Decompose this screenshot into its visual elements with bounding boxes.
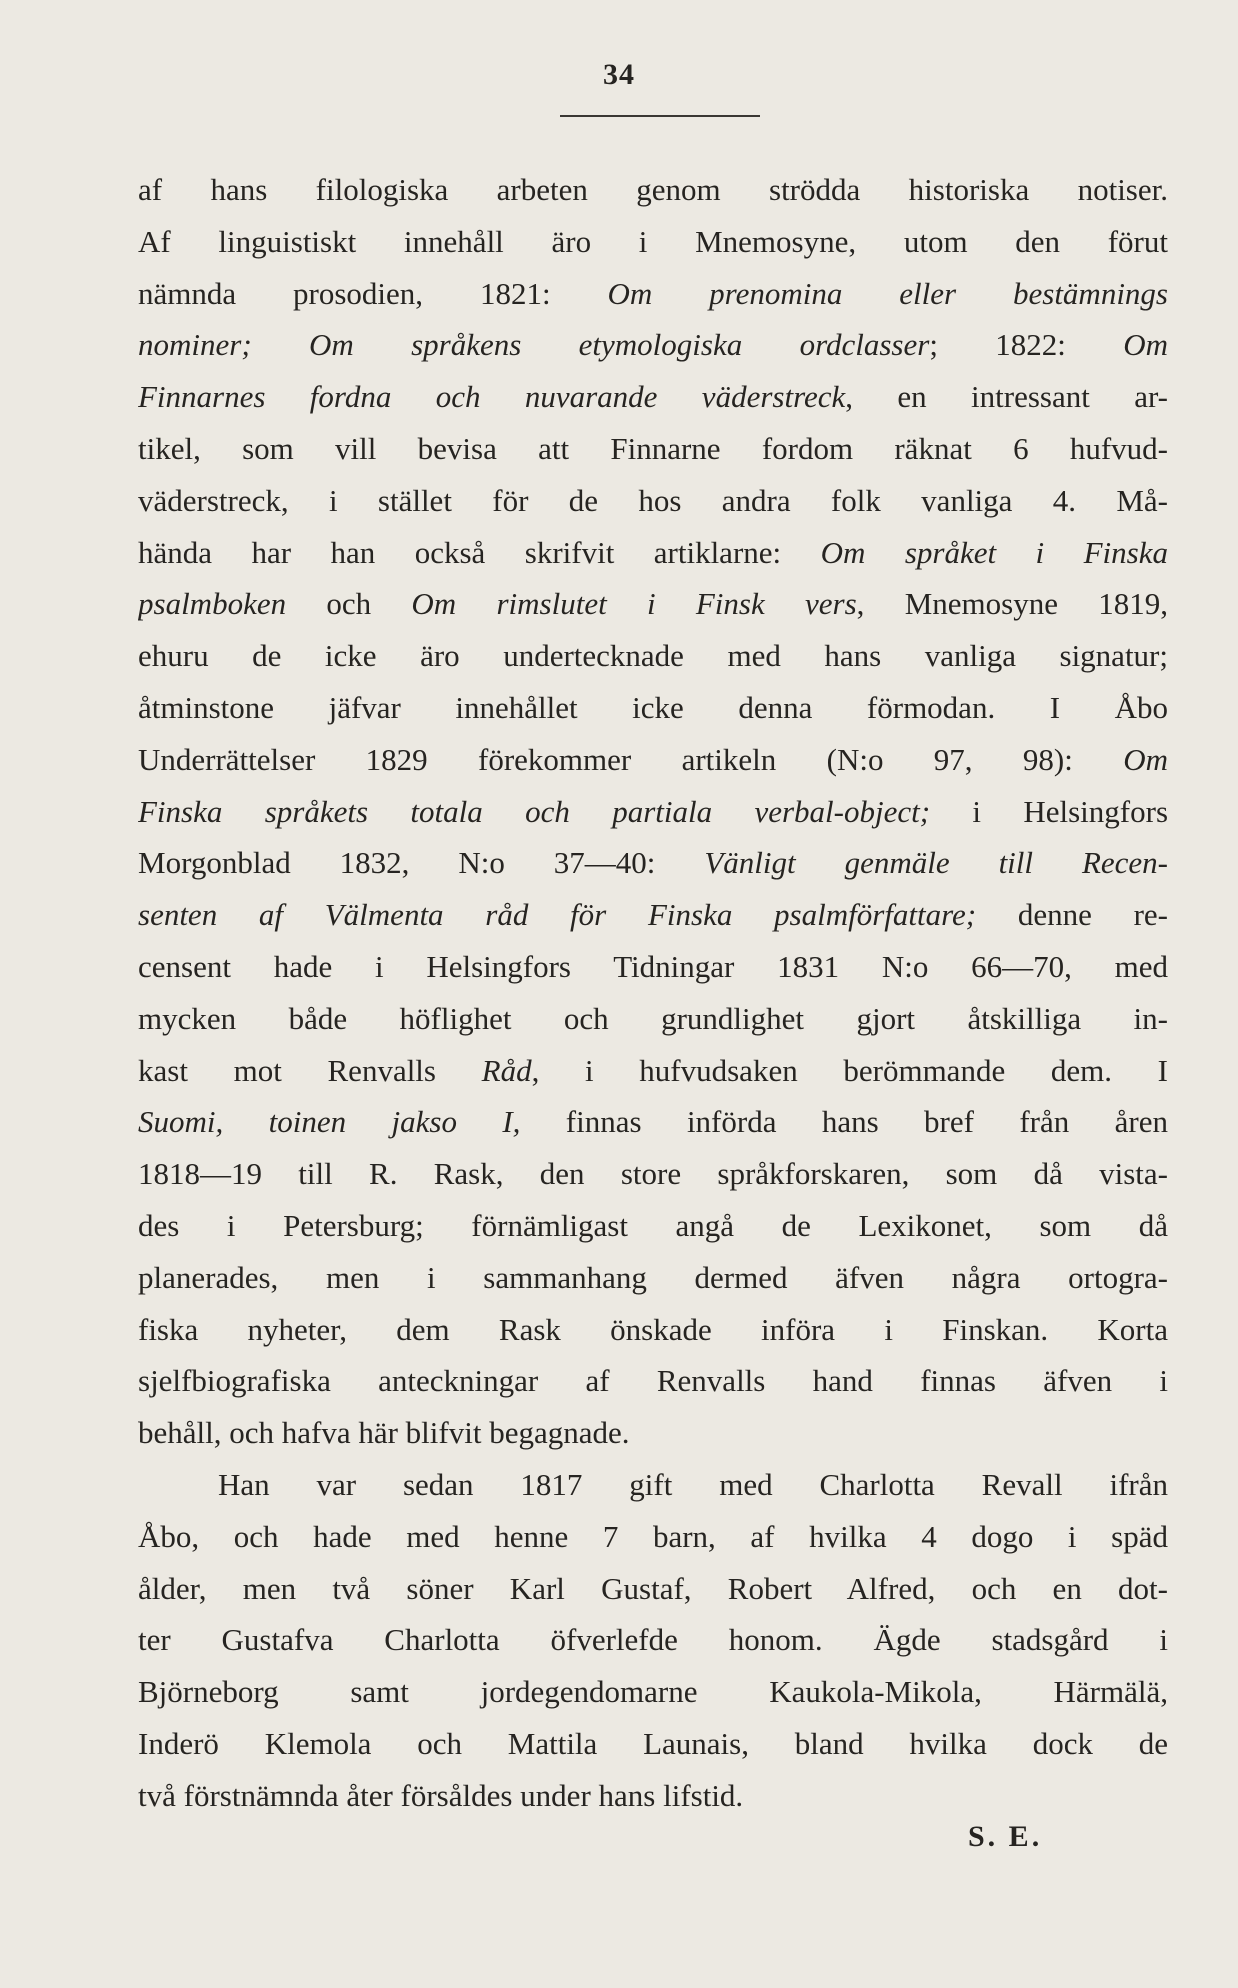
text-line — [138, 889, 1168, 941]
text-segment: ålder, men två söner Karl Gustaf, Robert Alfred, och en dot- — [138, 1570, 1168, 1606]
signature: S. E. — [968, 1820, 1043, 1853]
text-line — [138, 786, 1168, 838]
text-line — [138, 1718, 1168, 1770]
text-segment: mycken både höflighet och grundlighet gjort åtskilliga in- — [138, 1000, 1168, 1036]
italic-text-segment: Finnarnes fordna och nuvarande väderstreck — [138, 379, 846, 415]
text-line — [138, 1045, 1168, 1097]
text-line — [138, 993, 1168, 1045]
italic-text-segment: Om rimslutet i Finsk vers — [411, 586, 857, 622]
text-line — [138, 527, 1168, 579]
text-line — [138, 682, 1168, 734]
text-line — [138, 941, 1168, 993]
header-rule — [560, 115, 760, 117]
text-segment: des i Petersburg; förnämligast angå de Lexikonet, som då — [138, 1207, 1168, 1243]
text-segment: ehuru de icke äro undertecknade med hans vanliga signatur; — [138, 638, 1168, 674]
text-segment: 1818—19 till R. Rask, den store språkforskaren, som då vista- — [138, 1156, 1168, 1192]
italic-text-segment: nominer; Om språkens etymologiska ordclasser — [138, 327, 930, 363]
text-segment: fiska nyheter, dem Rask önskade införa i Finskan. Korta — [138, 1311, 1168, 1347]
text-segment: Åbo, och hade med henne 7 barn, af hvilka 4 dogo i späd — [138, 1518, 1168, 1554]
text-line — [138, 1459, 1168, 1511]
text-line — [138, 837, 1168, 889]
text-segment: Han var sedan 1817 gift med Charlotta Revall ifrån — [218, 1466, 1168, 1502]
text-segment: finnas införda hans bref från åren — [520, 1104, 1168, 1140]
text-segment: kast mot Renvalls — [138, 1052, 482, 1088]
text-segment: Björneborg samt jordegendomarne Kaukola-Mikola, Härmälä, — [138, 1674, 1168, 1710]
text-segment: censent hade i Helsingfors Tidningar 1831 N:o 66—70, med — [138, 948, 1168, 984]
text-segment: Morgonblad 1832, N:o 37—40: — [138, 845, 705, 881]
text-segment: åtminstone jäfvar innehållet icke denna förmodan. I Åbo — [138, 689, 1168, 725]
text-segment: sjelfbiografiska anteckningar af Renvalls hand finnas äfven i — [138, 1363, 1168, 1399]
text-segment: och — [286, 586, 412, 622]
text-segment: väderstreck, i stället för de hos andra folk vanliga 4. Må- — [138, 482, 1168, 518]
text-line — [138, 319, 1168, 371]
text-line — [138, 1563, 1168, 1615]
text-segment: behåll, och hafva här blifvit begagnade. — [138, 1415, 630, 1451]
text-line — [138, 475, 1168, 527]
text-segment: planerades, men i sammanhang dermed äfven några ortogra- — [138, 1259, 1168, 1295]
text-line — [138, 371, 1168, 423]
text-line — [138, 1666, 1168, 1718]
text-line — [138, 1148, 1168, 1200]
text-line — [138, 216, 1168, 268]
text-line — [138, 734, 1168, 786]
text-line — [138, 630, 1168, 682]
text-segment: hända har han också skrifvit artiklarne: — [138, 534, 821, 570]
italic-text-segment: Om språket i Finska — [820, 534, 1168, 570]
italic-text-segment: Om prenomina eller bestämnings — [607, 275, 1168, 311]
text-line — [138, 1252, 1168, 1304]
text-line — [138, 578, 1168, 630]
text-segment: ; 1822: — [929, 327, 1124, 363]
text-line — [138, 268, 1168, 320]
text-line — [138, 1407, 1168, 1459]
italic-text-segment: Vänligt genmäle till Recen- — [704, 845, 1168, 881]
text-line — [138, 1511, 1168, 1563]
text-segment: denne re- — [976, 897, 1168, 933]
page-number: 34 — [603, 58, 635, 91]
text-segment: ter Gustafva Charlotta öfverlefde honom. Ägde stadsgård i — [138, 1622, 1168, 1658]
text-line — [138, 1200, 1168, 1252]
text-line — [138, 1355, 1168, 1407]
text-segment: i Helsingfors — [930, 793, 1168, 829]
text-segment: nämnda prosodien, 1821: — [138, 275, 608, 311]
text-segment: Af linguistiskt innehåll äro i Mnemosyne, utom den förut — [138, 223, 1168, 259]
italic-text-segment: Råd — [481, 1052, 532, 1088]
text-line — [138, 1304, 1168, 1356]
italic-text-segment: Finska språkets totala och partiala verbal-object; — [138, 793, 931, 829]
text-segment: Inderö Klemola och Mattila Launais, bland hvilka dock de — [138, 1725, 1168, 1761]
italic-text-segment: psalmboken — [138, 586, 287, 622]
text-line — [138, 1096, 1168, 1148]
text-segment: , en intressant ar- — [845, 379, 1168, 415]
text-line — [138, 164, 1168, 216]
text-line — [138, 1614, 1168, 1666]
italic-text-segment: Om — [1123, 327, 1168, 363]
text-segment: af hans filologiska arbeten genom strödda historiska notiser. — [138, 172, 1168, 207]
text-segment: tikel, som vill bevisa att Finnarne fordom räknat 6 hufvud- — [138, 430, 1168, 466]
italic-text-segment: Suomi, toinen jakso I, — [138, 1104, 521, 1140]
text-line — [138, 423, 1168, 475]
text-segment: två förstnämnda åter försåldes under hans lifstid. — [138, 1777, 744, 1813]
text-segment: , Mnemosyne 1819, — [856, 586, 1168, 622]
italic-text-segment: senten af Välmenta råd för Finska psalmförfattare; — [138, 897, 977, 933]
italic-text-segment: Om — [1123, 741, 1168, 777]
text-segment: , i hufvudsaken berömmande dem. I — [531, 1052, 1168, 1088]
body-text — [138, 164, 1168, 1822]
text-segment: Underrättelser 1829 förekommer artikeln (N:o 97, 98): — [138, 741, 1124, 777]
text-line — [138, 1770, 1168, 1822]
